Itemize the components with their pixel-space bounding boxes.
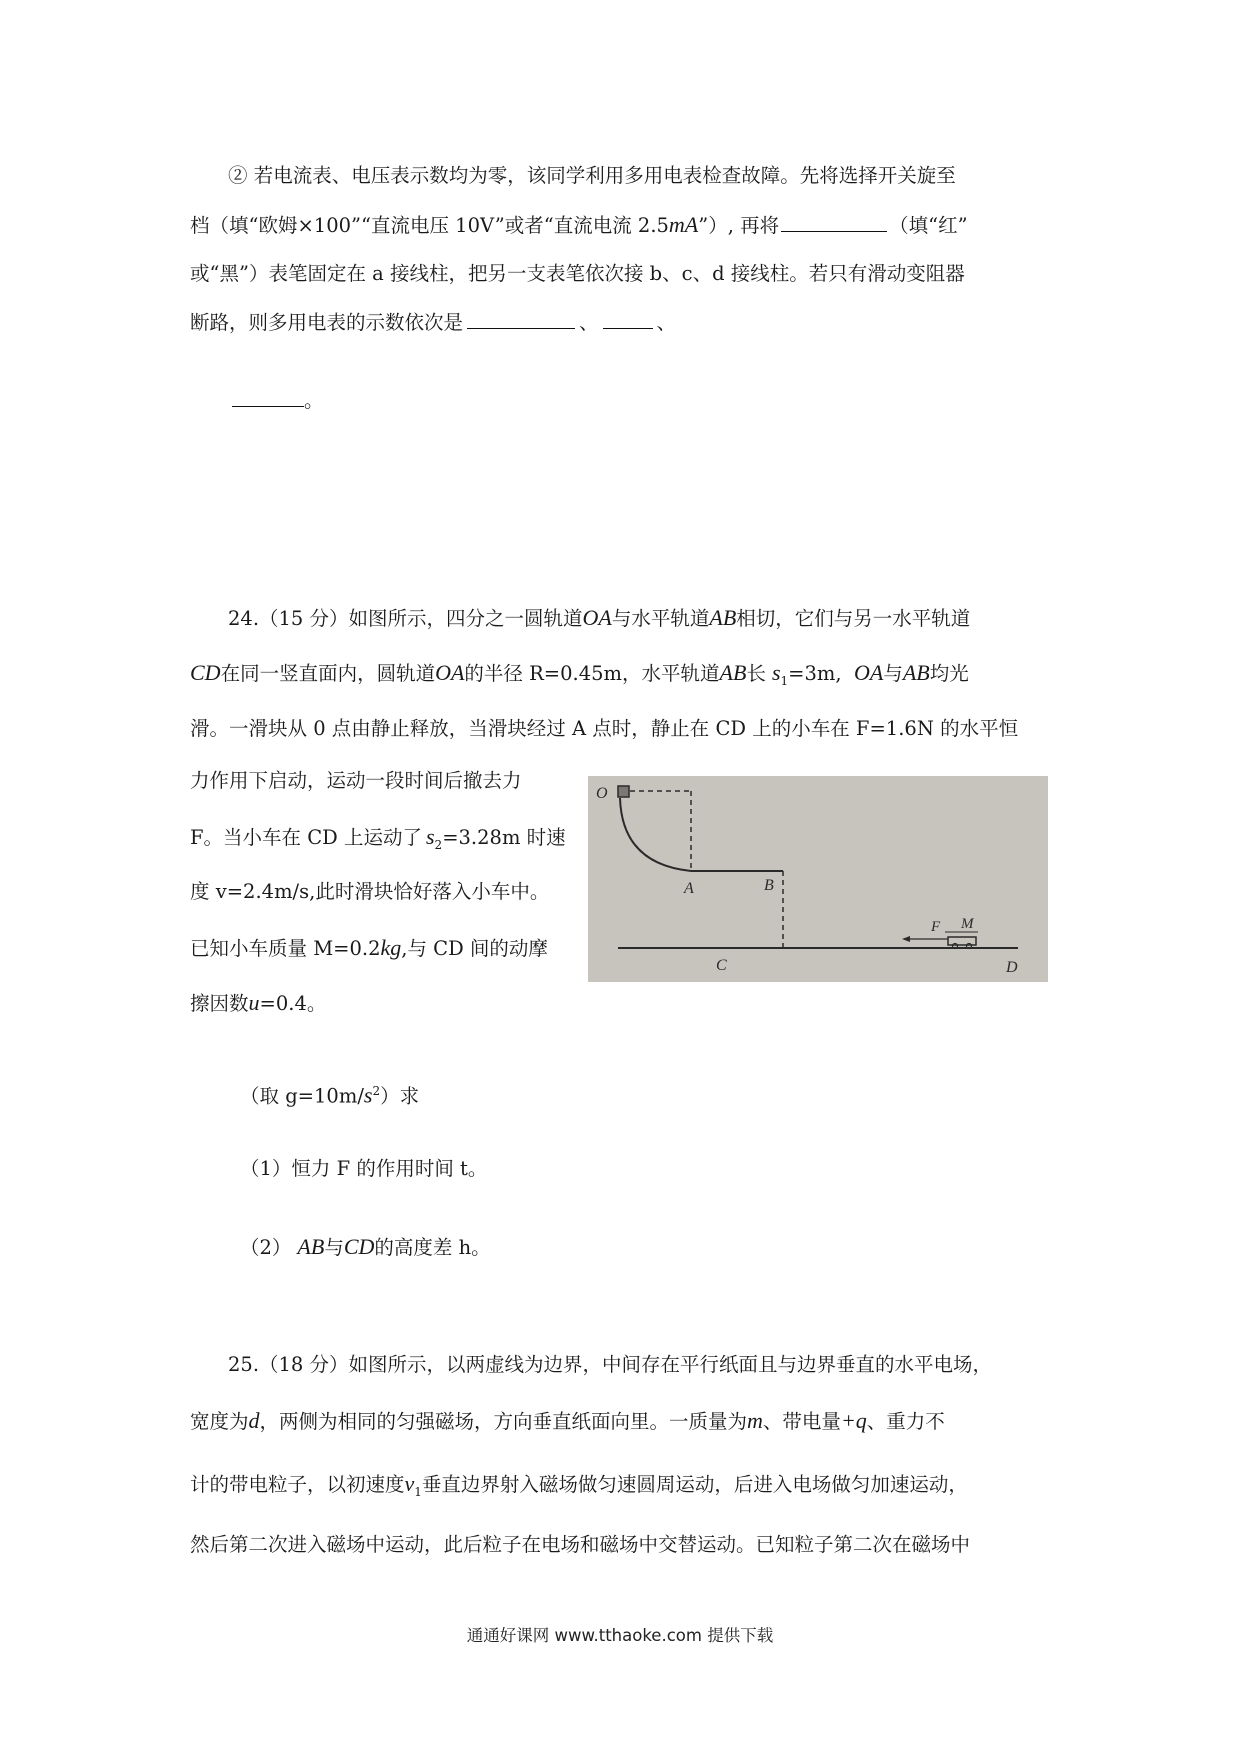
q23-line2-text-a: 档（填“欧姆×100”“直流电压 10V”或者“直流电流 2.5 <box>190 214 669 237</box>
q23-line1-text: ② 若电流表、电压表示数均为零，该同学利用多用电表检查故障。先将选择开关旋至 <box>228 164 956 187</box>
label-f: F <box>931 919 941 935</box>
q24-ab-2: AB <box>719 660 747 685</box>
q25-l3b: 垂直边界射入磁场做匀速圆周运动，后进入电场做匀加速运动， <box>421 1473 968 1496</box>
q24-l5a: F。当小车在 CD 上运动了 <box>190 826 422 849</box>
q24-l2f: 均光 <box>929 662 969 685</box>
q24-cd: CD <box>190 660 221 685</box>
q24-sub1 <box>240 1155 487 1183</box>
q24-line8 <box>190 989 326 1018</box>
q24-line6 <box>190 878 549 906</box>
answer-blank-4[interactable] <box>232 386 304 407</box>
q24-l1a: 24.（15 分）如图所示，四分之一圆轨道 <box>228 607 583 630</box>
q24-g-sup: 2 <box>372 1084 381 1098</box>
q25-l1: 25.（18 分）如图所示，以两虚线为边界，中间存在平行纸面且与边界垂直的水平电场， <box>228 1353 993 1376</box>
q24-l6: 度 v=2.4m/s,此时滑块恰好落入小车中。 <box>190 880 550 903</box>
answer-blank-1[interactable] <box>781 211 887 232</box>
q24-line3 <box>190 715 1018 743</box>
q25-l2a: 宽度为 <box>190 1410 249 1433</box>
q24-line2 <box>190 659 969 695</box>
q23-line5-end: 。 <box>304 389 324 412</box>
q24-l2c: 长 <box>746 662 766 685</box>
slider-block <box>618 786 629 797</box>
sep-1: 、 <box>579 311 599 334</box>
q24-sub2 <box>240 1233 491 1262</box>
track-diagram-svg <box>588 776 1048 982</box>
q23-line3 <box>190 260 965 288</box>
label-b: B <box>764 877 774 894</box>
q24-l5b: =3.28m 时速 <box>442 826 566 849</box>
q24-q2-ab: AB <box>297 1234 325 1259</box>
page-footer: 通通好课网 www.tthaoke.com 提供下载 <box>466 1626 774 1645</box>
q24-q1: （1）恒力 F 的作用时间 t。 <box>240 1157 488 1180</box>
q25-q: +q <box>840 1408 867 1433</box>
q24-l1c: 相切，它们与另一水平轨道 <box>736 607 971 630</box>
q25-l3a: 计的带电粒子，以初速度 <box>190 1473 405 1496</box>
q24-l2a: 在同一竖直面内，圆轨道 <box>220 662 436 685</box>
q25-v-sub: 1 <box>414 1484 422 1499</box>
q23-line1 <box>228 162 956 190</box>
q23-line5 <box>232 386 324 415</box>
q25-v: v <box>404 1471 415 1496</box>
q24-l2d: =3m, <box>788 662 842 685</box>
label-o: O <box>596 785 608 802</box>
q23-line2 <box>190 211 968 240</box>
q24-line1 <box>228 604 970 633</box>
q24-l4: 力作用下启动，运动一段时间后撤去力 <box>190 769 522 792</box>
q24-l8a: 擦因数 <box>190 992 249 1015</box>
q24-l2b: 的半径 R=0.45m，水平轨道 <box>464 662 720 685</box>
cart-body <box>948 937 976 945</box>
label-a: A <box>684 880 694 897</box>
q24-l3: 滑。一滑块从 0 点由静止释放，当滑块经过 A 点时，静止在 CD 上的小车在 F=1.6N 的水平恒 <box>190 717 1019 740</box>
q24-q2b: 与 <box>324 1236 344 1259</box>
q25-line1 <box>228 1351 992 1379</box>
q24-q2c: 的高度差 h。 <box>374 1236 491 1259</box>
q24-s2-sub: 2 <box>434 837 443 852</box>
q24-s2: s <box>425 824 435 849</box>
q24-s1-sub: 1 <box>780 673 789 688</box>
q23-line2-text-c: （填“红” <box>889 214 968 237</box>
q23-line3-text: 或“黑”）表笔固定在 a 接线柱，把另一支表笔依次接 b、c、d 接线柱。若只有滑动变阻器 <box>190 262 965 285</box>
q24-l2e: 与 <box>883 662 903 685</box>
track-diagram <box>588 776 1048 982</box>
q23-line4-text: 断路，则多用电表的示数依次是 <box>190 311 464 334</box>
q25-line2 <box>190 1407 945 1436</box>
q24-kg: kg <box>380 935 402 960</box>
label-d: D <box>1006 959 1018 976</box>
q24-q2a: （2） <box>240 1236 292 1259</box>
q24-g-a: （取 g=10m/ <box>240 1084 364 1108</box>
q24-l7a: 已知小车质量 M=0.2 <box>190 937 381 960</box>
q25-line3 <box>190 1470 968 1506</box>
q24-l7b: ,与 CD 间的动摩 <box>401 937 548 960</box>
q25-m: m <box>747 1408 763 1433</box>
sep-2: 、 <box>656 311 677 334</box>
answer-blank-3[interactable] <box>603 308 653 329</box>
q24-line4 <box>190 767 522 795</box>
q24-oa-2: OA <box>435 660 465 685</box>
q24-given-g <box>240 1077 419 1111</box>
q24-ab: AB <box>709 605 737 630</box>
q25-d: d <box>248 1408 260 1433</box>
q25-l2c: 、带电量 <box>762 1410 841 1433</box>
q25-l4: 然后第二次进入磁场中运动，此后粒子在电场和磁场中交替运动。已知粒子第二次在磁场中 <box>190 1533 971 1556</box>
q24-u: u <box>248 990 260 1015</box>
q25-l2b: ，两侧为相同的匀强磁场，方向垂直纸面向里。一质量为 <box>259 1410 748 1433</box>
q24-line5 <box>190 823 566 859</box>
answer-blank-2[interactable] <box>467 308 575 329</box>
q24-line7 <box>190 934 548 963</box>
q23-line2-text-b: ”）, 再将 <box>698 214 780 237</box>
q23-line4 <box>190 308 676 337</box>
q24-q2-cd: CD <box>343 1234 375 1259</box>
q25-l2d: 、重力不 <box>866 1410 945 1433</box>
label-c: C <box>716 957 727 974</box>
q24-g-b: ）求 <box>380 1084 420 1108</box>
quarter-circle-track <box>620 798 691 871</box>
q23-unit-ma: mA <box>668 212 699 237</box>
force-arrow-head <box>902 936 910 942</box>
q24-l1b: 与水平轨道 <box>611 607 710 630</box>
q24-l8b: =0.4。 <box>259 992 327 1015</box>
q24-oa: OA <box>582 605 612 630</box>
q24-s-unit: s <box>363 1082 373 1108</box>
q24-s1: s <box>771 660 781 685</box>
q24-oa-3: OA <box>854 660 884 685</box>
q24-ab-3: AB <box>902 660 930 685</box>
label-m: M <box>961 916 974 932</box>
q25-line4 <box>190 1531 970 1559</box>
